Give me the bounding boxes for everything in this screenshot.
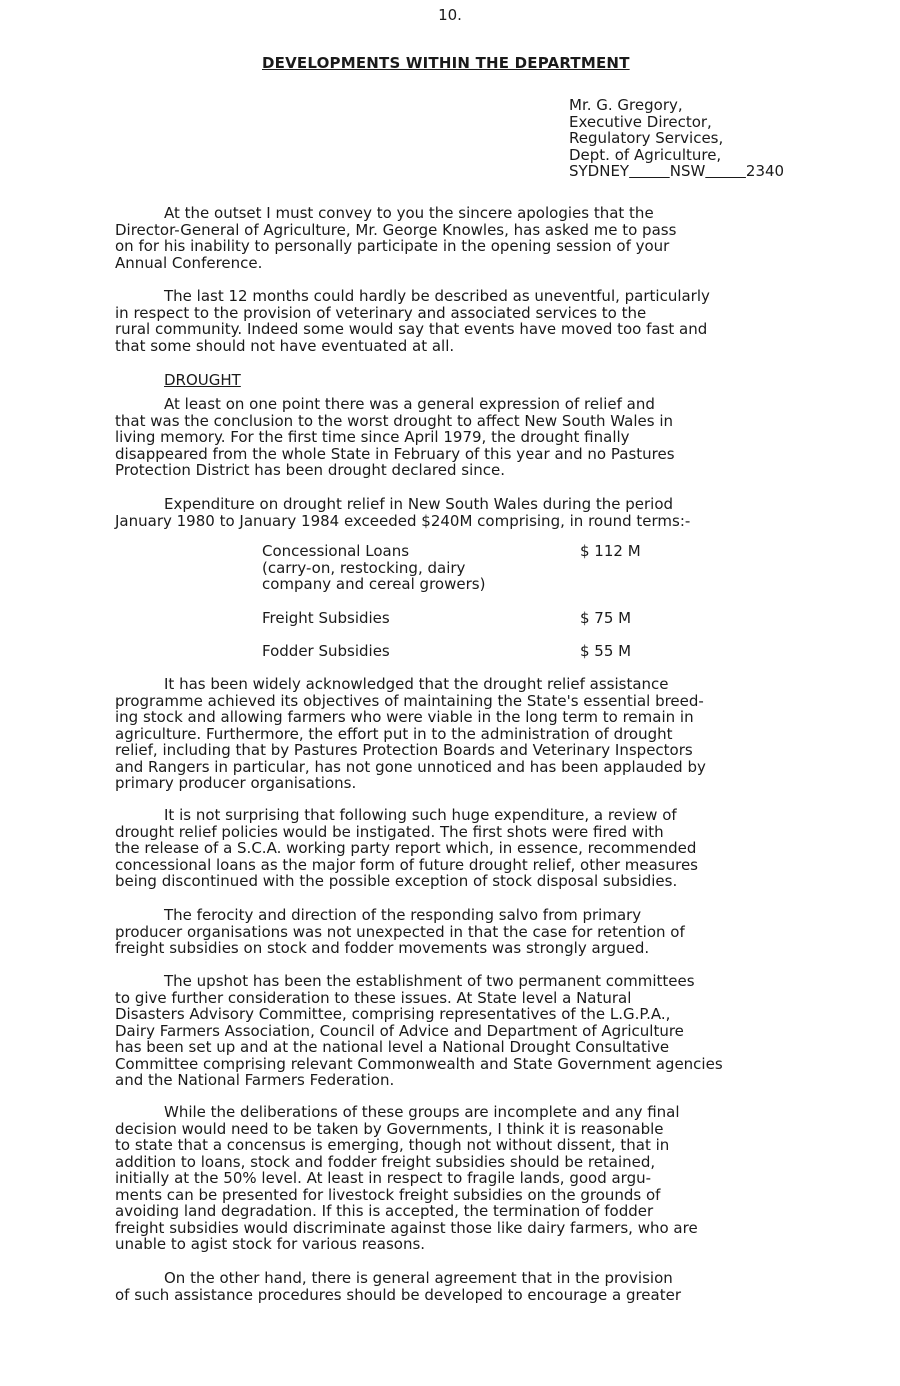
text-line: living memory. For the first time since April 1979, the drought finally: [115, 428, 630, 446]
paragraph: [115, 807, 845, 890]
item-amount: $ 75 M: [580, 608, 632, 627]
text-line: It has been widely acknowledged that the drought relief assistance: [164, 675, 669, 693]
text-line: rural community. Indeed some would say that events have moved too fast and: [115, 320, 708, 338]
text-line: The upshot has been the establishment of two permanent committees: [164, 972, 695, 990]
paragraph: [115, 1270, 845, 1303]
text-line: addition to loans, stock and fodder freight subsidies should be retained,: [115, 1152, 656, 1171]
text-line: has been set up and at the national level a National Drought Consultative: [115, 1038, 670, 1056]
item-label: (carry-on, restocking, dairy: [262, 558, 466, 577]
text-line: Committee comprising relevant Commonwealth and State Government agencies: [115, 1054, 723, 1073]
address-line: Regulatory Services,: [569, 129, 724, 147]
item-label: Concessional Loans: [262, 542, 410, 560]
expenditure-item: [262, 543, 662, 593]
text-line: on for his inability to personally participate in the opening session of your: [115, 237, 670, 255]
paragraph: [115, 205, 845, 271]
text-line: being discontinued with the possible exception of stock disposal subsidies.: [115, 872, 678, 890]
paragraph: [115, 396, 845, 479]
item-label: Freight Subsidies: [262, 608, 390, 627]
text-line: that was the conclusion to the worst drought to affect New South Wales in: [115, 411, 673, 430]
paragraph: [115, 496, 845, 529]
text-line: Dairy Farmers Association, Council of Advice and Department of Agriculture: [115, 1021, 684, 1040]
address-city-line: [569, 163, 784, 180]
address-city: SYDNEY: [569, 162, 630, 180]
section-heading: DEVELOPMENTS WITHIN THE DEPARTMENT: [262, 54, 630, 72]
text-line: primary producer organisations.: [115, 774, 357, 792]
text-line: Protection District has been drought declared since.: [115, 461, 505, 479]
text-line: At the outset I must convey to you the sincere apologies that the: [164, 204, 654, 222]
text-line: freight subsidies would discriminate against those like dairy farmers, who are: [115, 1218, 698, 1237]
address-line: Executive Director,: [569, 112, 712, 131]
paragraph: [115, 1104, 845, 1253]
expenditure-item: [262, 610, 662, 627]
address-line: Dept. of Agriculture,: [569, 145, 722, 164]
page-number: 10.: [438, 6, 462, 24]
text-line: of such assistance procedures should be developed to encourage a greater: [115, 1285, 681, 1304]
text-line: to state that a concensus is emerging, though not without dissent, that in: [115, 1136, 670, 1154]
item-label: Fodder Subsidies: [262, 642, 390, 660]
text-line: At least on one point there was a general expression of relief and: [164, 395, 655, 413]
address-line: Mr. G. Gregory,: [569, 96, 683, 114]
expenditure-list: [262, 543, 662, 660]
text-line: that some should not have eventuated at all.: [115, 336, 455, 355]
text-line: Expenditure on drought relief in New South Wales during the period: [164, 495, 674, 513]
text-line: and Rangers in particular, has not gone unnoticed and has been applauded by: [115, 757, 706, 776]
text-line: agriculture. Furthermore, the effort put in to the administration of drought: [115, 724, 673, 743]
text-line: On the other hand, there is general agreement that in the provision: [164, 1269, 673, 1287]
text-line: relief, including that by Pastures Protection Boards and Veterinary Inspectors: [115, 741, 693, 759]
item-amount: $ 112 M: [580, 542, 641, 560]
paragraph: [115, 973, 845, 1089]
text-line: ing stock and allowing farmers who were viable in the long term to remain in: [115, 708, 694, 726]
text-line: freight subsidies on stock and fodder movements was strongly argued.: [115, 939, 650, 957]
text-line: initially at the 50% level. At least in respect to fragile lands, good argu-: [115, 1169, 652, 1187]
text-line: It is not surprising that following such huge expenditure, a review of: [164, 806, 677, 824]
text-line: in respect to the provision of veterinary and associated services to the: [115, 303, 647, 322]
text-line: Disasters Advisory Committee, comprising representatives of the L.G.P.A.,: [115, 1005, 671, 1023]
paragraph: [115, 676, 845, 792]
subheading-drought: DROUGHT: [164, 371, 241, 389]
expenditure-item: [262, 643, 662, 660]
address-postcode: 2340: [745, 162, 785, 180]
paragraph: [115, 907, 845, 957]
item-amount: $ 55 M: [580, 642, 632, 660]
text-line: While the deliberations of these groups are incomplete and any final: [164, 1103, 680, 1121]
text-line: January 1980 to January 1984 exceeded $240M comprising, in round terms:-: [115, 511, 691, 530]
text-line: unable to agist stock for various reasons.: [115, 1235, 426, 1253]
text-line: The last 12 months could hardly be described as uneventful, particularly: [164, 287, 710, 305]
text-line: and the National Farmers Federation.: [115, 1071, 395, 1089]
text-line: avoiding land degradation. If this is accepted, the termination of fodder: [115, 1202, 654, 1220]
text-line: drought relief policies would be instigated. The first shots were fired with: [115, 822, 664, 841]
address-state: NSW: [669, 162, 706, 180]
paragraph: [115, 288, 845, 354]
text-line: Director-General of Agriculture, Mr. George Knowles, has asked me to pass: [115, 220, 677, 239]
text-line: the release of a S.C.A. working party report which, in essence, recommended: [115, 839, 697, 857]
text-line: producer organisations was not unexpected in that the case for retention of: [115, 922, 685, 941]
text-line: to give further consideration to these issues. At State level a Natural: [115, 988, 632, 1007]
address-block: [569, 97, 784, 180]
text-line: programme achieved its objectives of maintaining the State's essential breed-: [115, 691, 704, 710]
text-line: decision would need to be taken by Governments, I think it is reasonable: [115, 1119, 664, 1138]
text-line: Annual Conference.: [115, 253, 263, 272]
text-line: The ferocity and direction of the responding salvo from primary: [164, 906, 642, 924]
text-line: concessional loans as the major form of future drought relief, other measures: [115, 855, 698, 874]
text-line: ments can be presented for livestock freight subsidies on the grounds of: [115, 1185, 661, 1204]
text-line: disappeared from the whole State in February of this year and no Pastures: [115, 444, 675, 463]
item-label: company and cereal growers): [262, 575, 486, 593]
